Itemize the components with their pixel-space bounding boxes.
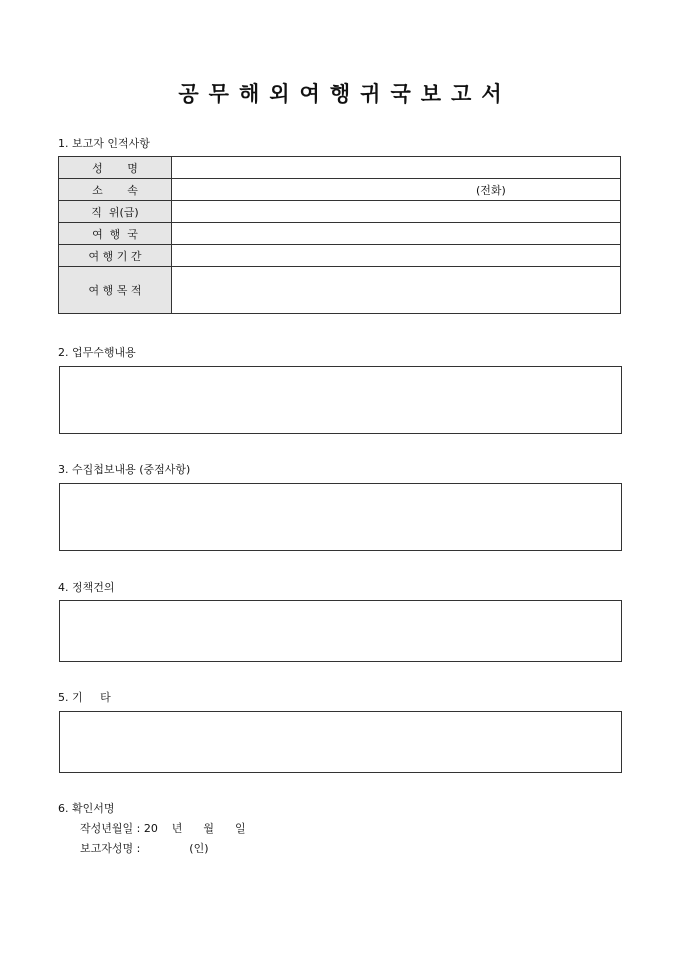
info-label-purpose: 여 행 목 적 — [59, 267, 172, 314]
section-4-label: 4. 정책건의 — [58, 581, 115, 594]
info-value-name[interactable] — [172, 157, 621, 179]
title-char: 국 — [390, 81, 411, 106]
confirm-date: 작성년월일 : 20 년 월 일 — [80, 822, 246, 835]
section-5-label: 5. 기 타 — [58, 691, 111, 704]
info-value-affiliation[interactable] — [172, 179, 621, 201]
phone-label: (전화) — [476, 184, 506, 197]
title-char: 귀 — [360, 81, 381, 106]
section-6-label: 6. 확인서명 — [58, 802, 115, 815]
info-value-position[interactable] — [172, 201, 621, 223]
intelligence-content-box[interactable] — [59, 483, 622, 551]
title-char: 행 — [329, 81, 351, 106]
title-char: 서 — [481, 81, 502, 106]
document-title — [0, 78, 680, 108]
info-label-period: 여 행 기 간 — [59, 245, 172, 267]
info-row-affiliation — [59, 179, 621, 201]
policy-suggestion-box[interactable] — [59, 600, 622, 662]
info-row-purpose — [59, 267, 621, 314]
title-char: 보 — [420, 81, 442, 106]
info-value-country[interactable] — [172, 223, 621, 245]
other-box[interactable] — [59, 711, 622, 773]
title-char: 무 — [208, 81, 229, 106]
confirm-name: 보고자성명 : (인) — [80, 842, 209, 855]
info-label-affiliation: 소 속 — [59, 179, 172, 201]
work-content-box[interactable] — [59, 366, 622, 434]
title-char: 공 — [178, 81, 199, 106]
info-row-name — [59, 157, 621, 179]
info-row-country — [59, 223, 621, 245]
section-3-label: 3. 수집첩보내용 (중점사항) — [58, 463, 191, 476]
personal-info-table — [58, 156, 621, 314]
info-label-position: 직 위(급) — [59, 201, 172, 223]
info-value-purpose[interactable] — [172, 267, 621, 314]
section-2-label: 2. 업무수행내용 — [58, 346, 136, 359]
title-char: 여 — [299, 81, 320, 106]
title-char: 고 — [451, 81, 472, 106]
info-value-period[interactable] — [172, 245, 621, 267]
title-char: 해 — [238, 81, 260, 106]
info-row-position — [59, 201, 621, 223]
title-char: 외 — [269, 81, 290, 106]
info-label-country: 여 행 국 — [59, 223, 172, 245]
info-label-name: 성 명 — [59, 157, 172, 179]
section-1-label: 1. 보고자 인적사항 — [58, 137, 150, 150]
info-row-period — [59, 245, 621, 267]
